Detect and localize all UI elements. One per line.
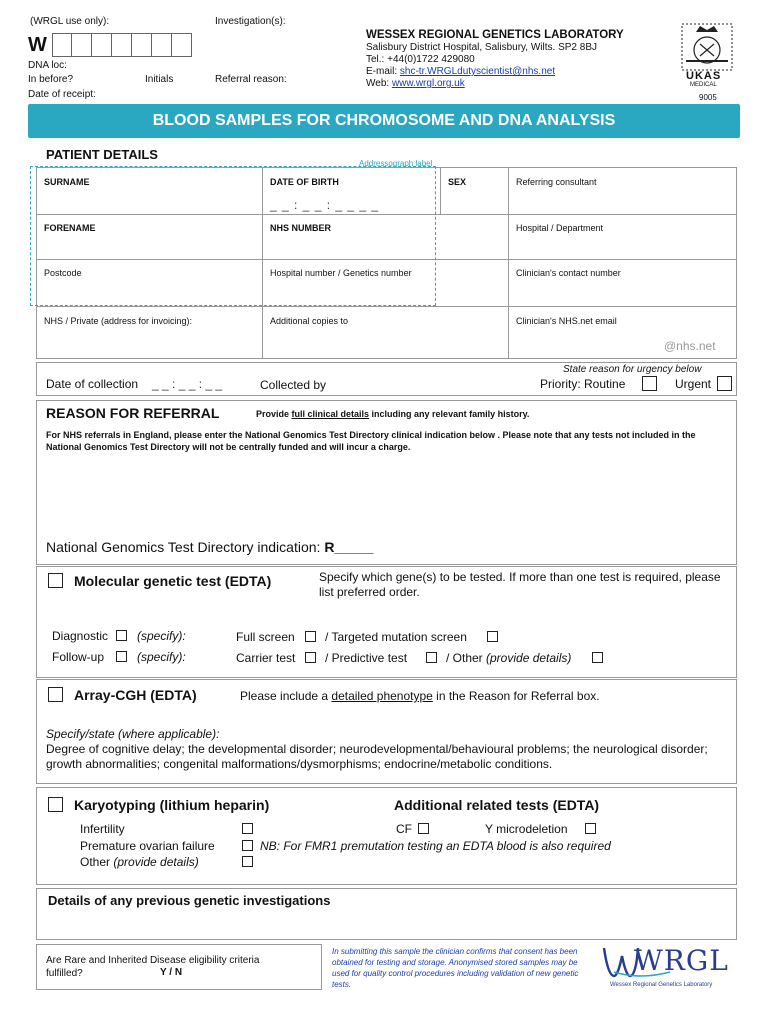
targeted-label: / Targeted mutation screen: [325, 630, 467, 644]
sex-label: SEX: [448, 177, 467, 187]
previous-heading: Details of any previous genetic investigations: [48, 893, 331, 908]
initials-label: Initials: [145, 74, 174, 85]
clinician-email-label: Clinician's NHS.net email: [516, 316, 617, 326]
consent-note: In submitting this sample the clinician confirms that consent has been obtained for testing and storage. Anonymised stored samples may be used for quality control procedures including validation of new genetic tests.: [332, 947, 579, 989]
provide-link: full clinical details: [291, 409, 370, 419]
lab-tel: Tel.: +44(0)1722 429080: [366, 54, 475, 65]
carrier-checkbox[interactable]: [305, 652, 316, 663]
followup-label: Follow-up: [52, 650, 105, 664]
urgent-checkbox[interactable]: [717, 376, 732, 391]
dna-loc-label: DNA loc:: [28, 60, 67, 71]
provide-pre: Provide: [256, 409, 292, 419]
date-of-collection-label: Date of collection: [46, 377, 139, 391]
web-label: Web:: [366, 78, 392, 89]
dob-mask[interactable]: _ _ : _ _ : _ _ _ _: [270, 198, 380, 212]
hospital-department-label: Hospital / Department: [516, 223, 604, 233]
lab-name: WESSEX REGIONAL GENETICS LABORATORY: [366, 29, 624, 41]
nhs-private-label: NHS / Private (address for invoicing):: [44, 316, 193, 326]
w-letter: W: [28, 34, 47, 56]
molecular-specify: Specify which gene(s) to be tested. If more than one test is required, please list preferred order.: [319, 570, 721, 599]
referring-consultant-label: Referring consultant: [516, 177, 597, 187]
reason-heading: REASON FOR REFERRAL: [46, 405, 220, 421]
y-micro-label: Y microdeletion: [485, 822, 568, 836]
followup-specify: (specify):: [137, 650, 186, 664]
kary-other-italic: (provide details): [113, 855, 199, 869]
routine-checkbox[interactable]: [642, 376, 657, 391]
array-note: [240, 689, 600, 703]
ukas-sub: MEDICAL: [690, 82, 717, 88]
molecular-title: Molecular genetic test (EDTA): [74, 573, 272, 589]
ngtd-label: National Genomics Test Directory indication:: [46, 539, 325, 555]
lab-web-row: [366, 78, 465, 89]
referral-reason-label: Referral reason:: [215, 74, 287, 85]
priority-routine-label: Priority: Routine: [540, 377, 626, 391]
urgent-label: Urgent: [675, 377, 712, 391]
clinician-contact-label: Clinician's contact number: [516, 268, 621, 278]
ngtd-value: R_____: [324, 539, 374, 555]
dob-label: DATE OF BIRTH: [270, 177, 339, 187]
banner-title: BLOOD SAMPLES FOR CHROMOSOME AND DNA ANALYSIS: [152, 112, 616, 129]
array-note-pre: Please include a: [240, 689, 332, 703]
specify-state-label: Specify/state (where applicable):: [46, 727, 220, 741]
hospital-number-label: Hospital number / Genetics number: [270, 268, 412, 278]
web-link[interactable]: www.wrgl.org.uk: [391, 78, 465, 89]
rare-disease-yn[interactable]: Y / N: [160, 967, 183, 978]
diagnostic-checkbox[interactable]: [116, 630, 127, 641]
array-note-link: detailed phenotype: [331, 689, 433, 703]
array-note-post: in the Reason for Referral box.: [432, 689, 600, 703]
patient-details-heading: PATIENT DETAILS: [46, 147, 158, 162]
cf-checkbox[interactable]: [418, 823, 429, 834]
wrgl-logo-sub: Wessex Regional Genetics Laboratory: [610, 982, 713, 988]
collected-by-label: Collected by: [260, 378, 327, 392]
carrier-label: Carrier test: [236, 651, 296, 665]
other-checkbox[interactable]: [592, 652, 603, 663]
lab-email-row: [366, 66, 555, 77]
other-italic: (provide details): [486, 651, 572, 665]
additional-copies-label: Additional copies to: [270, 316, 349, 326]
degree-text: Degree of cognitive delay; the developmental disorder; neurodevelopmental/behavioural problems; the neurological disorder; growth abnormalities; congenital malformations/dysmorphisms; endocrine/metabolic conditions.: [46, 742, 708, 771]
predictive-checkbox[interactable]: [426, 652, 437, 663]
in-before-label: In before?: [28, 74, 74, 85]
followup-checkbox[interactable]: [116, 651, 127, 662]
other-test-row: [446, 651, 571, 665]
karyotyping-title: Karyotyping (lithium heparin): [74, 797, 270, 813]
postcode-label: Postcode: [44, 268, 82, 278]
date-of-receipt-label: Date of receipt:: [28, 89, 96, 100]
investigations-label: Investigation(s):: [215, 16, 286, 27]
predictive-label: / Predictive test: [325, 651, 408, 665]
kary-other-row: [80, 855, 199, 869]
full-screen-label: Full screen: [236, 630, 295, 644]
collection-date-mask[interactable]: _ _ : _ _ : _ _: [152, 377, 223, 391]
wrgl-logo-text: WRGL: [634, 944, 729, 977]
ngtd-row[interactable]: [46, 539, 373, 555]
array-checkbox[interactable]: [48, 687, 63, 702]
rare-disease-label: Are Rare and Inherited Disease eligibility criteria fulfilled?: [46, 955, 260, 979]
other-label: / Other: [446, 651, 487, 665]
provide-clinical-note: [256, 409, 529, 419]
wrgl-logo: [600, 942, 740, 992]
lab-address: Salisbury District Hospital, Salisbury, Wilts. SP2 8BJ: [366, 42, 597, 53]
kary-other-label: Other: [80, 855, 114, 869]
infertility-checkbox[interactable]: [242, 823, 253, 834]
addressograph-label: Addressograph label: [359, 159, 433, 168]
y-micro-checkbox[interactable]: [585, 823, 596, 834]
wrgl-use-only-label: (WRGL use only):: [30, 16, 110, 27]
email-link[interactable]: shc-tr.WRGLdutyscientist@nhs.net: [399, 66, 556, 77]
infertility-label: Infertility: [80, 822, 125, 836]
nhs-net-suffix: @nhs.net: [664, 339, 716, 353]
premature-label: Premature ovarian failure: [80, 839, 215, 853]
ukas-number: 9005: [699, 93, 717, 102]
karyotyping-checkbox[interactable]: [48, 797, 63, 812]
surname-label: SURNAME: [44, 177, 90, 187]
additional-tests-title: Additional related tests (EDTA): [394, 797, 600, 813]
forename-label: FORENAME: [44, 223, 96, 233]
ukas-logo: [676, 20, 738, 102]
premature-checkbox[interactable]: [242, 840, 253, 851]
urgency-reason-label: State reason for urgency below: [563, 364, 702, 375]
provide-post: including any relevant family history.: [369, 409, 530, 419]
title-banner: [28, 104, 740, 138]
nhs-referral-note: For NHS referrals in England, please enter the National Genomics Test Directory clinical indication below . Please note that any tests not included in the National Genomics Test Directory will not be centrally funded and will incur a charge.: [46, 430, 696, 452]
nhs-number-label: NHS NUMBER: [270, 223, 332, 233]
ukas-text: UKAS: [686, 70, 722, 82]
wrgl-number-boxes[interactable]: [52, 33, 192, 57]
diagnostic-label: Diagnostic: [52, 629, 109, 643]
fmr1-note: NB: For FMR1 premutation testing an EDTA blood is also required: [260, 839, 611, 853]
full-screen-checkbox[interactable]: [305, 631, 316, 642]
kary-other-checkbox[interactable]: [242, 856, 253, 867]
addressograph-area[interactable]: [30, 166, 436, 306]
email-label: E-mail:: [366, 66, 400, 77]
cf-label: CF: [396, 822, 412, 836]
molecular-checkbox[interactable]: [48, 573, 63, 588]
array-title: Array-CGH (EDTA): [74, 687, 197, 703]
targeted-checkbox[interactable]: [487, 631, 498, 642]
diagnostic-specify: (specify):: [137, 629, 186, 643]
